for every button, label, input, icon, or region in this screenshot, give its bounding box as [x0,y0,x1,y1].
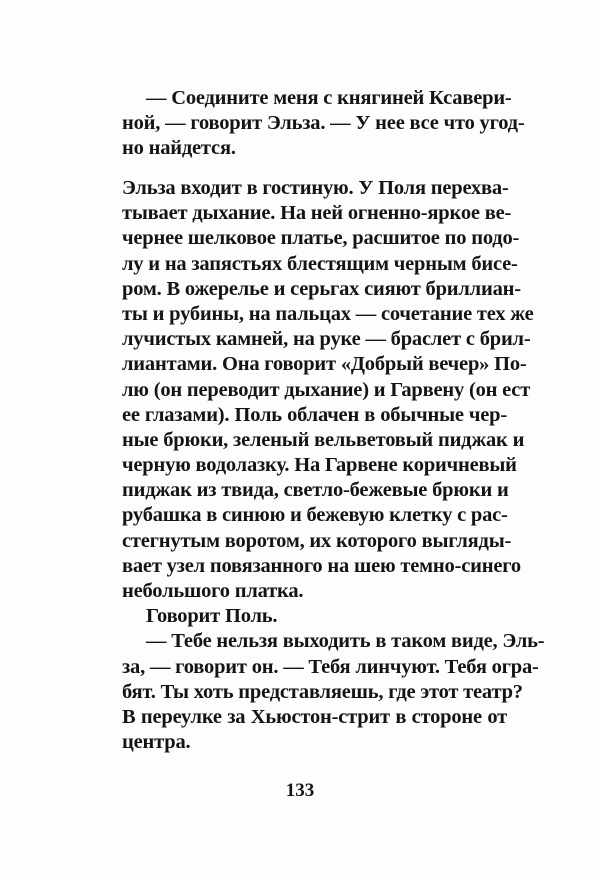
text-line: за, — говорит он. — Тебя линчуют. Тебя огра- [122,655,539,678]
body-text [122,176,545,755]
text-line: — Соедините меня с княгиней Ксавери- [146,87,512,109]
text-line: лю (он переводит дыхание) и Гарвену (он ест [122,378,531,401]
text-line: но найдется. [122,137,236,160]
page-number: 133 [285,780,315,801]
text-line: ром. В ожерелье и серьгах сияют бриллиан- [122,277,521,300]
text-line: вает узел повязанного на шею темно-синего [122,554,521,577]
text-line: В переулке за Хьюстон-стрит в стороне от [122,705,507,728]
text-line: — Тебе нельзя выходить в таком виде, Эль- [146,630,545,653]
text-line: ее глазами). Поль облачен в обычные чер- [122,403,507,426]
text-line: пиджак из твида, светло-бежевые брюки и [122,479,509,502]
text-line: лиантами. Она говорит «Добрый вечер» По- [122,353,527,376]
text-line: центра. [122,731,191,754]
text-line: ты и рубины, на пальцах — сочетание тех же [122,302,534,325]
text-line: тывает дыхание. На ней огненно-яркое ве- [122,202,512,225]
text-line: Эльза входит в гостиную. У Поля перехва- [122,177,509,199]
text-line: ные брюки, зеленый вельветовый пиджак и [122,428,525,451]
text-line: лучистых камней, на руке — браслет с брил- [122,328,531,351]
paragraph-dialogue-elsa [122,86,525,162]
text-line: лу и на запястьях блестящим черным бисе- [122,252,518,275]
text-line: черную водолазку. На Гарвене коричневый [122,454,517,477]
text-line: ной, — говорит Эльза. — У нее все что угод- [122,112,525,135]
text-line: стегнутым воротом, их которого выгляды- [122,529,512,552]
text-line: Говорит Поль. [146,605,278,628]
text-line: небольшого платка. [122,580,304,602]
text-line: рубашка в синюю и бежевую клетку с рас- [122,504,508,527]
text-line: чернее шелковое платье, расшитое по подо- [122,227,520,250]
text-line: бят. Ты хоть представляешь, где этот театр? [122,680,523,703]
